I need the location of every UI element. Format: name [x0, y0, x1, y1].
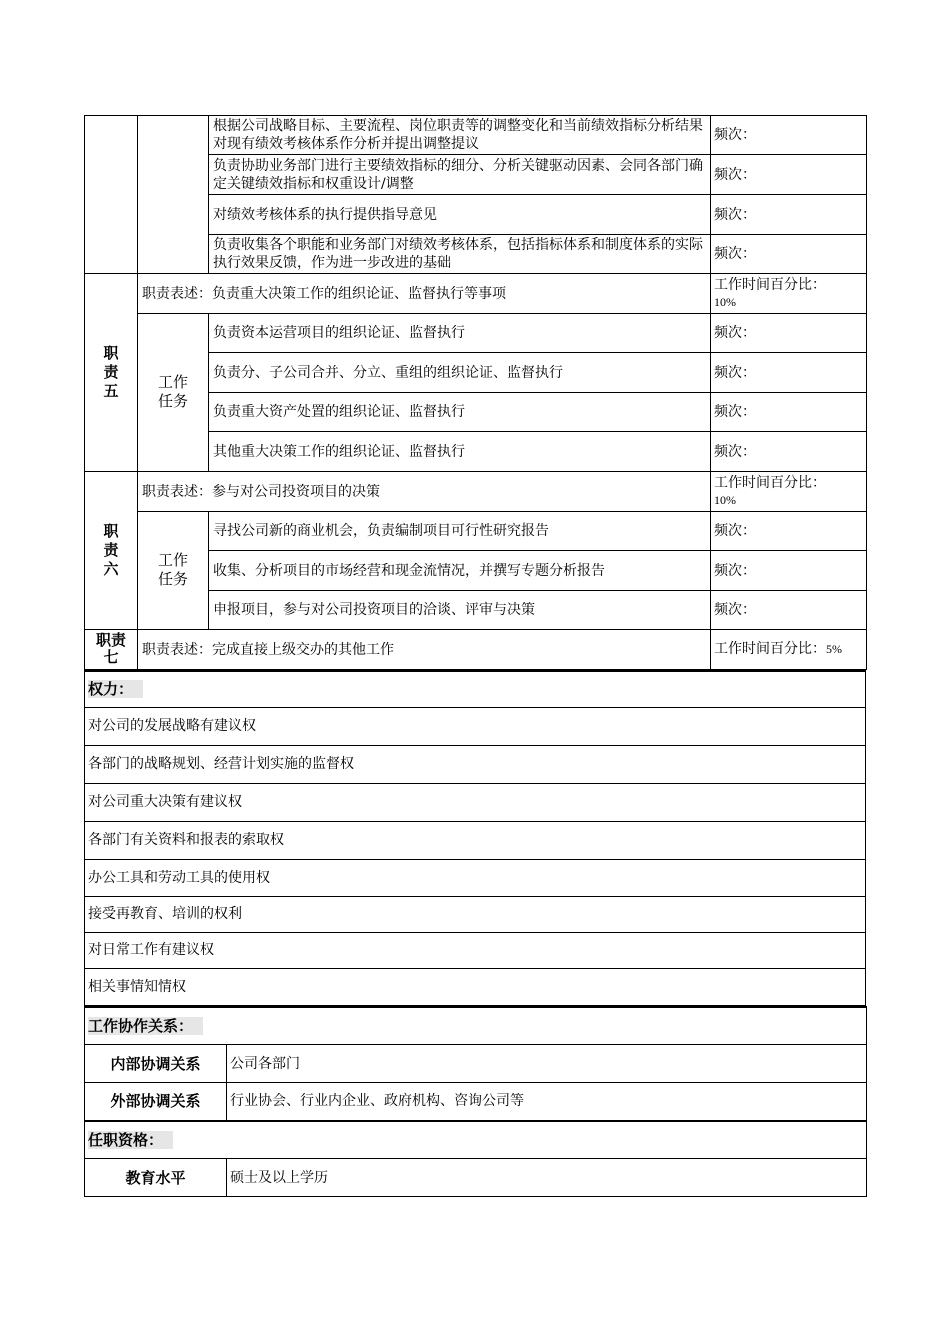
qualifications-heading [85, 1121, 867, 1159]
internal-relation-label: 内部协调关系 [85, 1045, 227, 1083]
powers-heading-row [85, 671, 866, 707]
education-label: 教育水平 [85, 1159, 227, 1197]
time-percentage-cell [711, 274, 867, 314]
time-percentage-cell [711, 630, 867, 670]
task-text: 负责收集各个职能和业务部门对绩效考核体系，包括指标体系和制度体系的实际执行效果反馈，作为进一步改进的基础 [209, 235, 711, 274]
time-percentage-value: 5% [826, 642, 842, 656]
task-frequency: 频次： [711, 591, 867, 630]
task-text: 申报项目，参与对公司投资项目的洽谈、评审与决策 [209, 591, 711, 630]
task-frequency: 频次： [711, 353, 867, 393]
time-percentage-value: 10% [714, 294, 736, 309]
task-frequency: 频次： [711, 432, 867, 472]
power-row [85, 968, 866, 1005]
duty-six-desc-row [85, 472, 867, 512]
duties-table [84, 115, 867, 670]
time-percentage-label: 工作时间百分比： [714, 276, 826, 293]
time-percentage-value: 10% [714, 492, 736, 507]
power-item: 对公司重大决策有建议权 [85, 783, 866, 821]
duty-label-text: 职责五 [103, 344, 119, 400]
duty-five-label [85, 274, 138, 472]
power-item: 接受再教育、培训的权利 [85, 896, 866, 932]
task-frequency: 频次： [711, 512, 867, 551]
duty-six-task-row [85, 512, 867, 551]
duty-five-desc-row [85, 274, 867, 314]
task-text: 根据公司战略目标、主要流程、岗位职责等的调整变化和当前绩效指标分析结果对现有绩效考核体系作分析并提出调整提议 [209, 116, 711, 155]
time-percentage-label: 工作时间百分比： [714, 641, 826, 657]
duty-four-task-row [85, 116, 867, 155]
external-relation-value: 行业协会、行业内企业、政府机构、咨询公司等 [227, 1083, 867, 1121]
powers-heading [85, 671, 866, 707]
duty-seven-label [85, 630, 138, 670]
power-item: 对公司的发展战略有建议权 [85, 707, 866, 745]
power-row [85, 783, 866, 821]
duty-desc: 职责表述：负责重大决策工作的组织论证、监督执行等事项 [138, 274, 711, 314]
task-label-text: 工作任务 [157, 552, 188, 588]
external-relation-label: 外部协调关系 [85, 1083, 227, 1121]
task-label [138, 314, 209, 472]
relations-heading-text: 工作协作关系： [88, 1017, 203, 1035]
duty-five-task-row [85, 314, 867, 353]
power-item: 对日常工作有建议权 [85, 932, 866, 968]
task-frequency: 频次： [711, 551, 867, 591]
power-item: 办公工具和劳动工具的使用权 [85, 859, 866, 896]
power-item: 各部门的战略规划、经营计划实施的监督权 [85, 745, 866, 783]
power-row [85, 707, 866, 745]
duty-label-text: 职责六 [103, 522, 119, 578]
relations-table [84, 1006, 867, 1198]
powers-heading-text: 权力： [88, 680, 143, 698]
duty-seven-row [85, 630, 867, 670]
qualifications-heading-text: 任职资格： [88, 1131, 173, 1149]
task-text: 负责分、子公司合并、分立、重组的组织论证、监督执行 [209, 353, 711, 393]
powers-table [84, 670, 866, 1006]
internal-relation-value: 公司各部门 [227, 1045, 867, 1083]
power-item: 各部门有关资料和报表的索取权 [85, 821, 866, 859]
task-text: 对绩效考核体系的执行提供指导意见 [209, 195, 711, 235]
relations-heading-row [85, 1007, 867, 1045]
duty-six-label [85, 472, 138, 630]
power-row [85, 745, 866, 783]
task-frequency: 频次： [711, 235, 867, 274]
task-text: 其他重大决策工作的组织论证、监督执行 [209, 432, 711, 472]
task-frequency: 频次： [711, 195, 867, 235]
power-row [85, 821, 866, 859]
duty-four-task-label-cell [138, 116, 209, 274]
education-value: 硕士及以上学历 [227, 1159, 867, 1197]
task-label [138, 512, 209, 630]
internal-relation-row [85, 1045, 867, 1083]
time-percentage-label: 工作时间百分比： [714, 474, 826, 491]
time-percentage-cell [711, 472, 867, 512]
task-text: 负责资本运营项目的组织论证、监督执行 [209, 314, 711, 353]
task-label-text: 工作任务 [157, 374, 188, 410]
task-text: 负责重大资产处置的组织论证、监督执行 [209, 393, 711, 432]
job-description-page [84, 115, 866, 1197]
task-text: 负责协助业务部门进行主要绩效指标的细分、分析关键驱动因素、会同各部门确定关键绩效指标和权重设计/调整 [209, 155, 711, 195]
external-relation-row [85, 1083, 867, 1121]
power-item: 相关事情知情权 [85, 968, 866, 1005]
task-frequency: 频次： [711, 393, 867, 432]
task-frequency: 频次： [711, 314, 867, 353]
duty-four-label-cell [85, 116, 138, 274]
task-text: 收集、分析项目的市场经营和现金流情况，并撰写专题分析报告 [209, 551, 711, 591]
qualifications-heading-row [85, 1121, 867, 1159]
power-row [85, 932, 866, 968]
duty-desc: 职责表述：完成直接上级交办的其他工作 [138, 630, 711, 670]
task-frequency: 频次： [711, 116, 867, 155]
education-row [85, 1159, 867, 1197]
power-row [85, 859, 866, 896]
task-frequency: 频次： [711, 155, 867, 195]
power-row [85, 896, 866, 932]
task-text: 寻找公司新的商业机会，负责编制项目可行性研究报告 [209, 512, 711, 551]
duty-desc: 职责表述：参与对公司投资项目的决策 [138, 472, 711, 512]
relations-heading [85, 1007, 867, 1045]
duty-label-text: 职责七 [95, 631, 126, 666]
